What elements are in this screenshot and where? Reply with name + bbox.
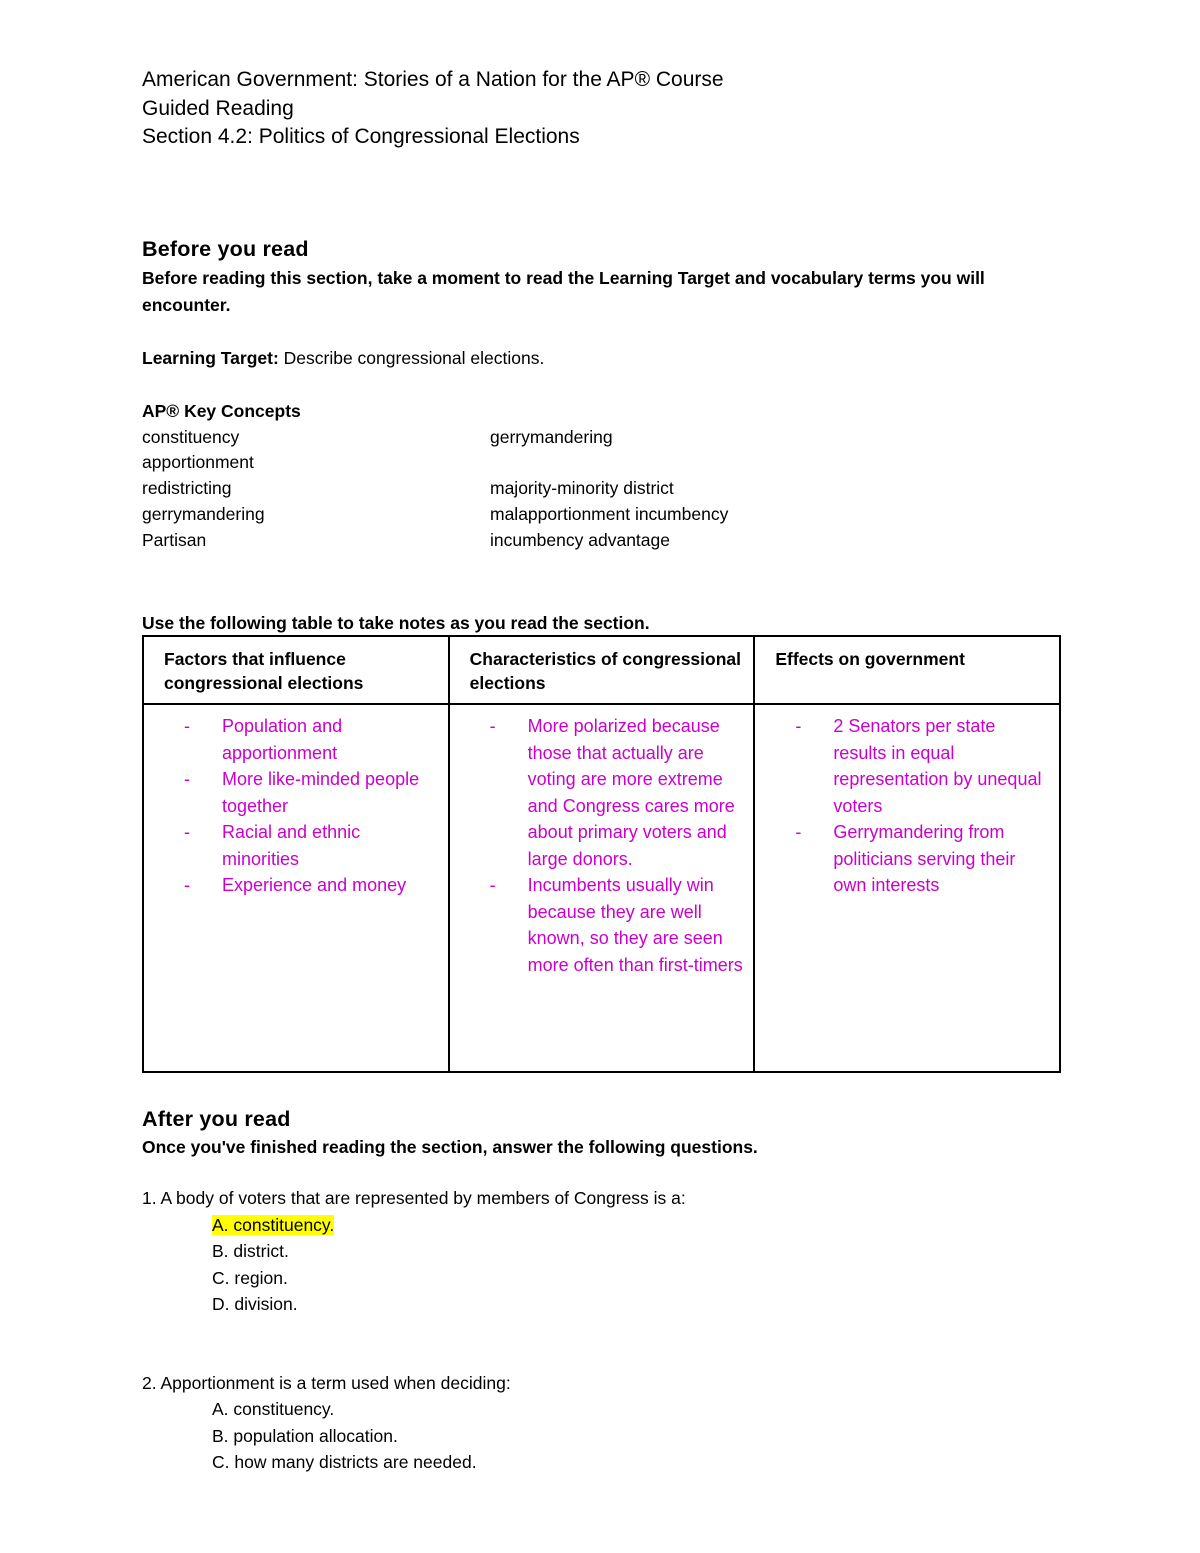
q1-option-c: C. region. — [212, 1267, 288, 1288]
document-type: Guided Reading — [142, 96, 294, 120]
learning-target-colon: : — [272, 347, 279, 368]
effects-list — [795, 713, 1053, 899]
characteristics-list — [490, 713, 748, 978]
notes-table — [142, 635, 1061, 1073]
before-heading: Before you read — [142, 236, 309, 261]
notes-instruction: Use the following table to take notes as you read the section. — [142, 613, 650, 633]
factors-list — [184, 713, 442, 899]
bullet-dash: - — [795, 716, 802, 736]
bullet-dash: - — [795, 822, 802, 842]
bullet-dash: - — [489, 875, 496, 895]
notes-header-row — [143, 636, 1060, 704]
before-instruction: Before reading this section, take a moment to read the Learning Target and vocabulary terms you will encounter. — [142, 267, 985, 315]
notes-cell-characteristics — [449, 704, 755, 1072]
vocab-term: Partisan — [142, 529, 207, 550]
list-item: - Gerrymandering from politicians serving their own interests — [795, 819, 1053, 899]
after-heading: After you read — [142, 1107, 291, 1131]
vocab-term: gerrymandering — [142, 503, 265, 524]
question-2: 2. Apportionment is a term used when deciding: — [142, 1372, 511, 1393]
vocab-term: constituency — [142, 426, 240, 447]
question-1: 1. A body of voters that are represented by members of Congress is a: — [142, 1188, 686, 1208]
vocab-term: redistricting — [142, 478, 232, 499]
list-item: - More like-minded people together — [184, 766, 442, 819]
bullet-dash: - — [184, 769, 190, 789]
learning-target — [142, 345, 1072, 372]
bullet-dash: - — [184, 822, 190, 842]
vocab-term: incumbency advantage — [490, 529, 670, 550]
list-item: - Experience and money — [184, 872, 442, 899]
vocab-term: malapportionment incumbency — [490, 503, 729, 524]
notes-cell-factors — [143, 704, 449, 1072]
column-header-factors: Factors that influence congressional elections — [143, 636, 449, 704]
q2-option-a: A. constituency. — [212, 1399, 335, 1419]
vocab-term: apportionment — [142, 452, 254, 473]
q2-option-b: B. population allocation. — [212, 1425, 398, 1446]
after-section — [142, 1105, 1061, 1476]
section-title: Section 4.2: Politics of Congressional Elections — [142, 125, 580, 148]
notes-body-row — [143, 704, 1060, 1072]
key-concepts-heading: AP® Key Concepts — [142, 400, 301, 421]
list-item: - Population and apportionment — [184, 713, 442, 766]
q2-option-c: C. how many districts are needed. — [212, 1452, 477, 1472]
key-concepts-list — [142, 425, 1072, 554]
column-header-characteristics: Characteristics of congressional elections — [449, 636, 755, 704]
vocab-term — [490, 450, 890, 476]
learning-target-text: Describe congressional elections. — [278, 347, 545, 368]
document-page — [142, 66, 1072, 1472]
list-item: - 2 Senators per state results in equal representation by unequal voters — [795, 713, 1053, 819]
list-item: - More polarized because those that actually are voting are more extreme and Congress cares more about primary voters and large donors. — [490, 713, 748, 872]
bullet-dash: - — [184, 716, 190, 736]
list-item: - Racial and ethnic minorities — [184, 819, 442, 872]
q1-option-b: B. district. — [212, 1241, 289, 1261]
vocab-term: gerrymandering — [490, 426, 613, 447]
q1-option-d: D. division. — [212, 1294, 298, 1314]
after-instruction: Once you've finished reading the section, answer the following questions. — [142, 1137, 758, 1157]
learning-target-label: Learning Target — [142, 347, 273, 368]
bullet-dash: - — [489, 716, 496, 736]
vocab-term: majority-minority district — [490, 478, 674, 499]
column-header-effects: Effects on government — [754, 636, 1060, 704]
answer-highlight: A. constituency. — [212, 1214, 335, 1235]
q1-option-a — [212, 1212, 1061, 1239]
list-item: - Incumbents usually win because they are well known, so they are seen more often than first-timers — [490, 872, 748, 978]
bullet-dash: - — [184, 875, 190, 895]
notes-cell-effects — [754, 704, 1060, 1072]
course-title: American Government: Stories of a Nation for the AP® Course — [142, 68, 724, 91]
